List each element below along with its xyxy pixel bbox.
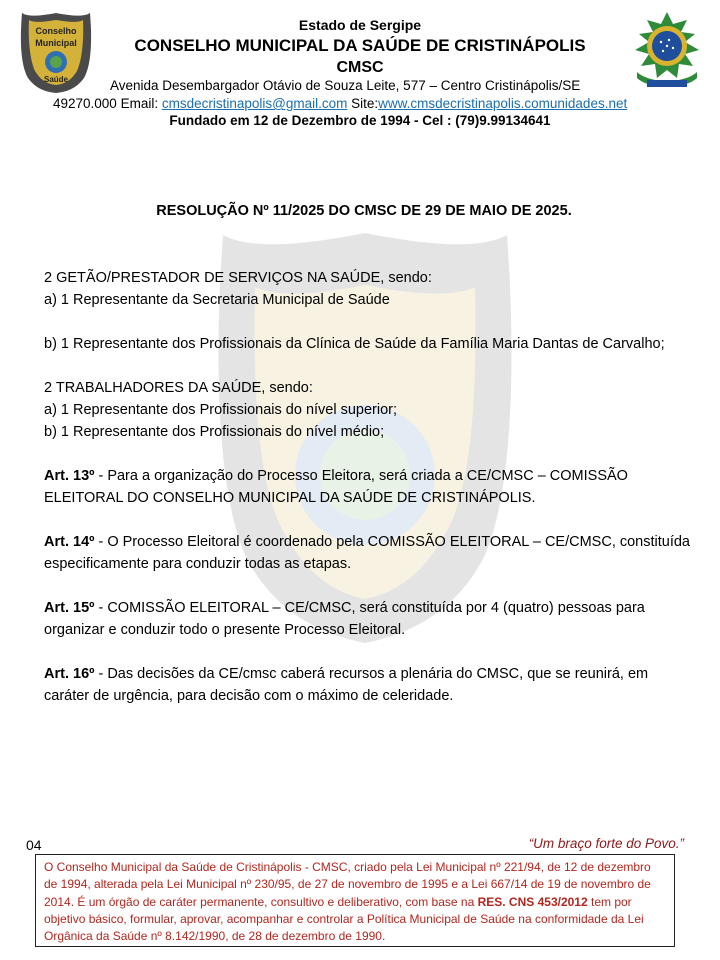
state-name: Estado de Sergipe	[298, 17, 422, 33]
svg-text:Municipal: Municipal	[35, 38, 77, 48]
site-link[interactable]: www.cmsdecristinapolis.comunidades.net	[378, 96, 628, 111]
group2-heading: 2 TRABALHADORES DA SAÚDE, sendo:	[44, 380, 313, 396]
svg-text:Saúde: Saúde	[43, 75, 69, 84]
footer-text-2: tem por objetivo básico, formular, aprovar, acompanhar e controlar a Política Municipal de Saúde na conformidade da Lei Orgânica da Saúde nº 8.142/1990, de 28 de dezembro de 1990.	[44, 894, 644, 944]
footer-legal-box	[35, 854, 675, 947]
contact-line	[53, 96, 627, 111]
article-15-label: Art. 15º	[44, 600, 95, 616]
site-label: Site:	[347, 96, 379, 111]
group1-item-b: b) 1 Representante dos Profissionais da Clínica de Saúde da Família Maria Dantas de Carvalho;	[44, 336, 665, 352]
slogan: “Um braço forte do Povo.”	[528, 836, 684, 851]
svg-text:Conselho: Conselho	[35, 26, 77, 36]
article-16-label: Art. 16º	[44, 666, 95, 682]
founded-line: Fundado em 12 de Dezembro de 1994 - Cel : (79)9.99134641	[169, 113, 551, 128]
article-14-text: - O Processo Eleitoral é coordenado pela COMISSÃO ELEITORAL – CE/CMSC, constituída especificamente para conduzir todas as etapas.	[44, 534, 690, 572]
footer-text-1: O Conselho Municipal da Saúde de Cristinápolis - CMSC, criado pela Lei Municipal nº 221/94, de 12 de dezembro de 1994, alterada pela Lei Municipal nº 230/95, de 27 de novembro de 1995 e a Lei 667/14 de 19 de novembro de 2014. É um órgão de caráter permanente, consultivo e deliberativo, com base na	[44, 860, 651, 909]
email-link[interactable]: cmsdecristinapolis@gmail.com	[161, 96, 348, 111]
footer-resolution-ref: RES. CNS 453/2012	[477, 894, 588, 909]
article-15	[44, 597, 694, 641]
address-line: Avenida Desembargador Otávio de Souza Leite, 577 – Centro Cristinápolis/SE	[110, 78, 581, 93]
article-13-text: - Para a organização do Processo Eleitora, será criada a CE/CMSC – COMISSÃO ELEITORAL DO CONSELHO MUNICIPAL DA SAÚDE DE CRISTINÁPOLIS.	[44, 468, 628, 506]
council-name: CONSELHO MUNICIPAL DA SAÚDE DE CRISTINÁPOLIS	[134, 36, 586, 55]
article-16	[44, 663, 694, 707]
article-13-label: Art. 13º	[44, 468, 95, 484]
article-14	[44, 531, 694, 575]
resolution-title: RESOLUÇÃO Nº 11/2025 DO CMSC DE 29 DE MAIO DE 2025.	[156, 203, 572, 219]
group1-item-a: a) 1 Representante da Secretaria Municipal de Saúde	[44, 292, 390, 308]
resolution-body	[44, 267, 694, 707]
article-13	[44, 465, 694, 509]
article-15-text: - COMISSÃO ELEITORAL – CE/CMSC, será constituída por 4 (quatro) pessoas para organizar e conduzir todo o presente Processo Eleitoral.	[44, 600, 645, 638]
group2-item-a: a) 1 Representante dos Profissionais do nível superior;	[44, 402, 398, 418]
cep-email-label: 49270.000 Email:	[53, 96, 162, 111]
page-number: 04	[26, 837, 42, 853]
council-acronym: CMSC	[336, 59, 384, 76]
article-16-text: - Das decisões da CE/cmsc caberá recursos a plenária do CMSC, que se reunirá, em caráter de urgência, para decisão com o máximo de celeridade.	[44, 666, 649, 704]
group2-item-b: b) 1 Representante dos Profissionais do nível médio;	[44, 424, 385, 440]
article-14-label: Art. 14º	[44, 534, 95, 550]
group1-heading: 2 GETÃO/PRESTADOR DE SERVIÇOS NA SAÚDE, sendo:	[44, 270, 432, 286]
